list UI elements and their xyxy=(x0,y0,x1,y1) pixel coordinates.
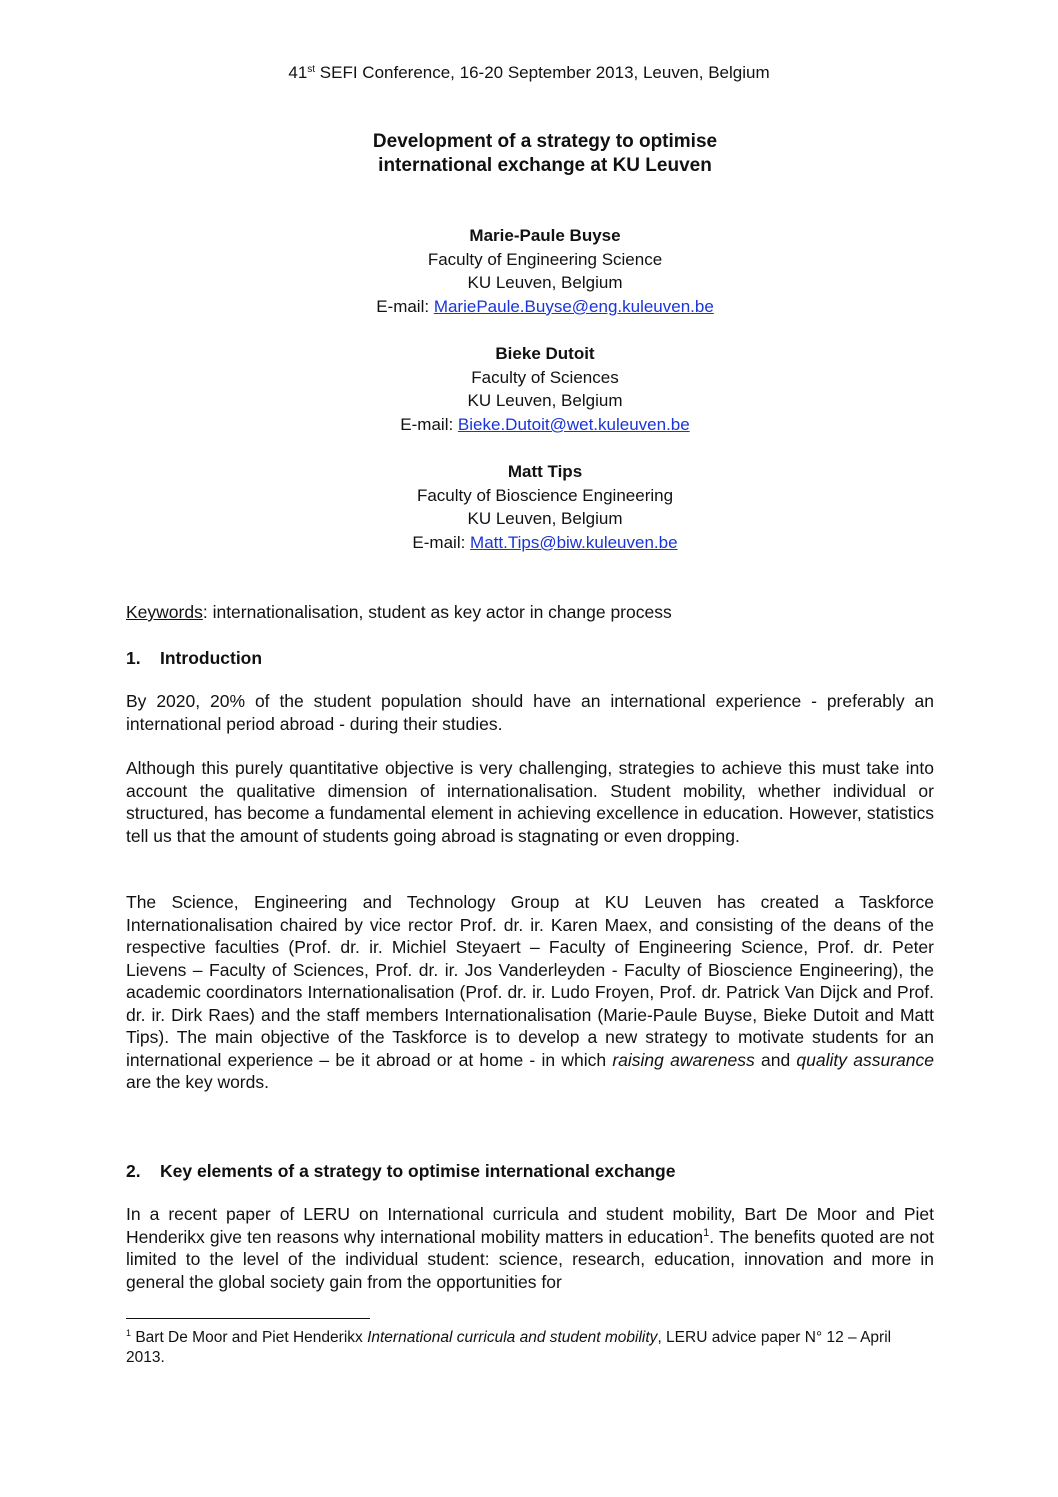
author-affiliation: Faculty of Bioscience Engineering xyxy=(416,485,674,505)
footnote-title: International curricula and student mobility xyxy=(367,1329,658,1346)
paper-title xyxy=(0,130,1058,178)
author-name: Bieke Dutoit xyxy=(495,343,595,363)
keywords-line xyxy=(126,601,934,624)
author-email-line xyxy=(0,413,1058,437)
section-number: 2. xyxy=(126,1161,141,1181)
author-list xyxy=(0,224,1058,578)
section-2-heading xyxy=(126,1160,675,1182)
paragraph-text-a: In a recent paper of LERU on International curricula and student mobility, Bart De Moor and Piet Henderikx give ten reasons why international mobility matters in education xyxy=(126,1204,934,1247)
email-label: E-mail: xyxy=(376,296,434,316)
paragraph-text-b: and xyxy=(754,1049,797,1070)
section-title: Introduction xyxy=(160,648,263,668)
emphasis-quality-assurance: quality assurance xyxy=(796,1049,934,1070)
author-institution: KU Leuven, Belgium xyxy=(467,391,623,411)
section-1-paragraph-1 xyxy=(126,690,934,735)
footnote xyxy=(126,1328,934,1368)
paragraph-text-b: . The benefits quoted are not limited to the level of the individual student: science, research, education, innovation and more in general the global society gain from the opportunities for xyxy=(126,1226,934,1292)
author-name: Matt Tips xyxy=(507,461,583,481)
title-line-1: Development of a strategy to optimise xyxy=(372,131,718,152)
author-email-link[interactable]: Bieke.Dutoit@wet.kuleuven.be xyxy=(457,414,690,434)
author-email-link[interactable]: MariePaule.Buyse@eng.kuleuven.be xyxy=(433,296,714,316)
paragraph-text-c: are the key words. xyxy=(126,1072,269,1092)
footnote-reference[interactable]: 1 xyxy=(703,1226,710,1239)
section-1-heading xyxy=(126,647,262,669)
author-block xyxy=(0,460,1058,554)
keywords-label: Keywords xyxy=(126,602,203,622)
paragraph-text: Although this purely quantitative objective is very challenging, strategies to achieve this must take into account the qualitative dimension of internationalisation. Student mobility, whether individual or structured, has become a fundamental element in achieving excellence in education. However, statistics tell us that the amount of students going abroad is stagnating or even dropping. xyxy=(126,758,934,846)
footnote-text-a: Bart De Moor and Piet Henderikx xyxy=(131,1329,368,1346)
author-name: Marie-Paule Buyse xyxy=(469,226,621,245)
conference-header xyxy=(0,62,1058,84)
emphasis-raising-awareness: raising awareness xyxy=(612,1049,755,1070)
paragraph-text xyxy=(126,891,934,1094)
author-block xyxy=(0,342,1058,436)
author-email-line xyxy=(0,531,1058,555)
header-ordinal-suffix: st xyxy=(307,64,316,75)
header-text: SEFI Conference, 16-20 September 2013, Leuven, Belgium xyxy=(315,63,770,82)
paragraph-text xyxy=(126,1203,934,1293)
footnote-text-b: , LERU advice paper N° 12 – April 2013. xyxy=(126,1329,892,1366)
author-email-line xyxy=(0,295,1058,319)
section-title: Key elements of a strategy to optimise international exchange xyxy=(160,1161,676,1181)
footnote-divider xyxy=(126,1318,370,1319)
keywords-text: : internationalisation, student as key actor in change process xyxy=(202,602,672,622)
footnote-marker: 1 xyxy=(126,1328,132,1338)
header-ordinal: 41 xyxy=(288,63,308,82)
author-institution: KU Leuven, Belgium xyxy=(467,273,623,293)
author-block xyxy=(0,224,1058,318)
paragraph-text: By 2020, 20% of the student population should have an international experience - preferably an international period abroad - during their studies. xyxy=(126,691,934,734)
paragraph-text-a: The Science, Engineering and Technology Group at KU Leuven has created a Taskforce Internationalisation chaired by vice rector Prof. dr. ir. Karen Maex, and consisting of the deans of the respective faculties (Prof. dr. ir. Michiel Steyaert – Faculty of Engineering Science, Prof. dr. Peter Lievens – Faculty of Sciences, Prof. dr. ir. Jos Vanderleyden - Faculty of Bioscience Engineering), the academic coordinators Internationalisation (Prof. dr. ir. Ludo Froyen, Prof. dr. Patrick Van Dijck and Prof. dr. ir. Dirk Raes) and the staff members Internationalisation (Marie-Paule Buyse, Bieke Dutoit and Matt Tips). The main objective of the Taskforce is to develop a new strategy to motivate students for an international experience – be it abroad or at home - in which xyxy=(126,892,934,1070)
email-label: E-mail: xyxy=(412,532,471,552)
email-label: E-mail: xyxy=(400,414,458,434)
title-line-2: international exchange at KU Leuven xyxy=(378,155,712,176)
section-number: 1. xyxy=(126,648,141,668)
author-institution: KU Leuven, Belgium xyxy=(467,509,623,529)
section-2-paragraph-1 xyxy=(126,1203,934,1293)
author-email-link[interactable]: Matt.Tips@biw.kuleuven.be xyxy=(470,532,678,552)
section-1-paragraph-2 xyxy=(126,757,934,847)
author-affiliation: Faculty of Sciences xyxy=(471,367,619,387)
author-affiliation: Faculty of Engineering Science xyxy=(427,249,663,269)
section-1-paragraph-3 xyxy=(126,891,934,1094)
